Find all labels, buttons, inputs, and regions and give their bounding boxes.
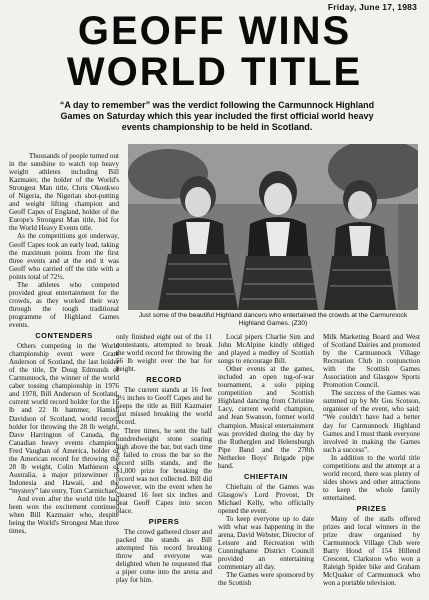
- paragraph: Three times, he sent the half hundredweight stone soaring high above the bar, but each time it failed to cross the bar so the record stills stands, and the $1,000 prize for breaking the record was not collected. Bill did however, win the event when he cleared 16 feet six inches and beat Geoff Capes into secon place.: [116, 426, 212, 515]
- paragraph: Others competing in the World championship event were Grant Anderson of Scotland, the last holder of the title, Dr Doug Edmunds of Carmunnock, the winner of the world caber tossing championship in 1976 and 1978, Bill Anderson of Scotland, current world record holder for the 16 lb and 22 lb hammer, Hamish Davidson of Scotland, world record holder for throwing the 28 lb weight, Dave Harrington of Canada, the Canadian heavy events champion, Fred Vaughan of America, holder of the American record for throwing the 28 lb weight, Colin Mathieson of Australia, a major prizewinner in Indonesia and Hawaii, and the “mystery” late entry, Tom Carmichael.: [9, 342, 119, 495]
- paragraph: The success of the Games was summed up by Mr Gus Scotson, organiser of the event, who said: “We couldn't have had a better day for Carmunnock Highland Games and I must thank everyone involved in making the Games such a success”.: [323, 389, 420, 454]
- subheading-record: RECORD: [146, 375, 182, 385]
- paragraph: Many of the stalls offered prizes and local winners in the prize draw organised by Carmunnock Village Club were Barry Hood of 154 Hillend Crescent, Clarkston who won a Raleigh Spider bike and Graham McQuaker of Carmunnock who won a portable television.: [323, 515, 420, 588]
- headline-line-2: WORLD TITLE: [66, 50, 363, 94]
- paragraph: The Games were sponsored by the Scottish: [218, 571, 314, 588]
- paragraph: And even after the world title had been won the excitement continued when Bill Kazmaier who, despite being the World's Strongest Man three times,: [9, 494, 119, 536]
- dateline: Friday, June 17, 1983: [327, 2, 417, 12]
- subheading-chieftain: CHIEFTAIN: [244, 471, 288, 481]
- paragraph: In addition to the world title competitions and the attempt at a world record, there was plenty of sides shows and other attractions to keep the whole family entertained.: [323, 453, 420, 502]
- paragraph: The current stands at 16 feet 9½ inches to Geoff Capes and he keeps the title as Bill Kazmaier just missed breaking the world record.: [116, 386, 212, 427]
- paragraph: Other events at the games, included an open tug-of-war tournament, a solo piping competition and Scottish Highland dancing from Christine Lacy, current world champion, and Jean Swanson, former world champion. Musical entertainment was provided during the day by the Rutherglen and Helensburgh Pipe Band and the 278th Netherlee Boys' Brigade pipe band.: [218, 365, 314, 470]
- paragraph: As the competitions got underway, Geoff Capes took an early lead, taking the maximum points from the first three events and at the end it was Geoff who carried off the title with a points total of 72½.: [9, 232, 119, 281]
- article-column-4: [323, 333, 420, 587]
- article-column-2: [116, 333, 212, 584]
- subheading-contenders: CONTENDERS: [35, 331, 93, 341]
- article-column-3: [218, 333, 314, 587]
- paragraph: Thousands of people turned out in the sunshine to watch top heavy weight athletes including Bill Kazmaier, the holder of the World's Strongest Man title, Chris Okonkwo of Nigeria, the Nigerian shot-putting and weight lifting champion and Geoff Capes of England, holder of the Europe's Strongest Man title, bid for the World Heavy Events title.: [9, 152, 119, 233]
- subheading-prizes: PRIZES: [356, 503, 387, 513]
- article-column-1: [9, 152, 119, 535]
- paragraph: Milk Marketing Board and West of Scotland Dairies and promoted by the Carmunnock Village Recreation Club in conjunction with the Scottish Games Association and Glasgow Sports Promotion Council.: [323, 333, 420, 390]
- dancers-photo: [128, 144, 418, 310]
- paragraph: Chieftain of the Games was Glasgow's Lord Provost, Dr Michael Kelly, who officially opened the event.: [218, 482, 314, 515]
- standfirst: “A day to remember” was the verdict following the Carmunnock Highland Games on Saturday which this year included the first official world heavy events championship to be held in Scotland.: [59, 100, 375, 132]
- paragraph: The crowd gathered closer and packed the stands as Bill attempted his record breaking throw and everyone was delighted when he requested that a piper come into the arena and play for him.: [116, 528, 212, 585]
- paragraph: Local pipers Charlie Sim and John McAlpine kindly obliged and played a medley of Scottish songs to encourage Bill.: [218, 333, 314, 366]
- photo-caption: Just some of the beautiful Highland dancers who entertained the crowds at the Carmunnock Highland Games. (Z30): [138, 312, 408, 327]
- dancers-photo-illustration: [128, 144, 418, 310]
- headline-line-1: GEOFF WINS: [77, 9, 352, 53]
- subheading-pipers: PIPERS: [148, 517, 180, 527]
- paragraph: The athletes who competed provided great entertainment for the crowds, as they worked their way through the tough traditional programme of Highland Games events.: [9, 280, 119, 329]
- paragraph: To keep everyone up to date with what was happening in the arena, David Webster, Director of Leisure and Recreation with Cunninghame District Council provided an entertaining commentary all day.: [218, 515, 314, 572]
- paragraph: only finished eight out of the 11 contestants, attempted to break the world record for throwing the 56 lb weight over the bar for height.: [116, 333, 212, 374]
